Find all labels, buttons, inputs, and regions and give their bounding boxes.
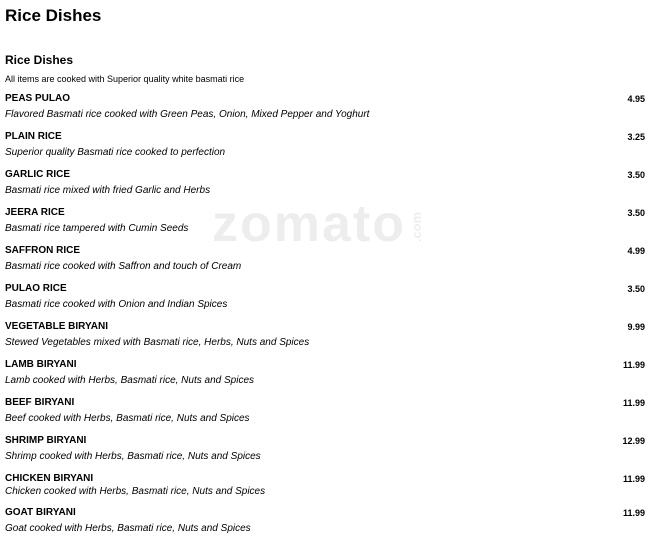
item-price: 3.50 <box>627 170 645 180</box>
item-name: SAFFRON RICE <box>5 245 80 256</box>
item-price: 11.99 <box>622 508 645 518</box>
item-description: Chicken cooked with Herbs, Basmati rice, Nuts and Spices <box>5 486 266 497</box>
item-name: VEGETABLE BIRYANI <box>5 321 108 332</box>
item-name: LAMB BIRYANI <box>5 359 77 370</box>
watermark-text: zomato <box>212 195 406 253</box>
item-description: Basmati rice cooked with Saffron and touch of Cream <box>5 261 242 272</box>
menu-item <box>5 244 645 282</box>
item-description: Superior quality Basmati rice cooked to perfection <box>5 147 226 158</box>
menu-item <box>5 168 645 206</box>
menu-item <box>5 506 645 544</box>
item-description: Goat cooked with Herbs, Basmati rice, Nuts and Spices <box>5 523 251 534</box>
item-price: 4.99 <box>627 246 645 256</box>
item-description: Basmati rice cooked with Onion and Indian Spices <box>5 299 228 310</box>
menu-item <box>5 320 645 358</box>
item-price: 11.99 <box>622 398 645 408</box>
menu-item-list <box>5 92 645 544</box>
item-price: 3.50 <box>627 208 645 218</box>
item-price: 11.99 <box>622 474 645 484</box>
item-description: Basmati rice tampered with Cumin Seeds <box>5 223 189 234</box>
menu-item <box>5 434 645 472</box>
item-name: GARLIC RICE <box>5 169 70 180</box>
item-name: PULAO RICE <box>5 283 67 294</box>
item-price: 3.50 <box>627 284 645 294</box>
menu-item <box>5 130 645 168</box>
page-title: Rice Dishes <box>5 6 102 25</box>
menu-item <box>5 472 645 506</box>
item-name: PLAIN RICE <box>5 131 62 142</box>
item-description: Shrimp cooked with Herbs, Basmati rice, Nuts and Spices <box>5 451 261 462</box>
item-description: Beef cooked with Herbs, Basmati rice, Nuts and Spices <box>5 413 250 424</box>
watermark-suffix: .com <box>409 212 425 243</box>
item-name: SHRIMP BIRYANI <box>5 435 87 446</box>
item-name: PEAS PULAO <box>5 93 71 104</box>
menu-item <box>5 396 645 434</box>
item-price: 9.99 <box>627 322 645 332</box>
item-description: Basmati rice mixed with fried Garlic and Herbs <box>5 185 211 196</box>
item-name: BEEF BIRYANI <box>5 397 75 408</box>
item-description: Stewed Vegetables mixed with Basmati rice, Herbs, Nuts and Spices <box>5 337 310 348</box>
section-title: Rice Dishes <box>5 53 74 67</box>
menu-item <box>5 206 645 244</box>
menu-item <box>5 358 645 396</box>
menu-item <box>5 92 645 130</box>
item-description: Flavored Basmati rice cooked with Green Peas, Onion, Mixed Pepper and Yoghurt <box>5 109 370 120</box>
item-name: JEERA RICE <box>5 207 65 218</box>
item-name: GOAT BIRYANI <box>5 507 76 518</box>
menu-item <box>5 282 645 320</box>
item-price: 3.25 <box>627 132 645 142</box>
section-note: All items are cooked with Superior quality white basmati rice <box>5 74 245 84</box>
item-price: 12.99 <box>622 436 645 446</box>
item-description: Lamb cooked with Herbs, Basmati rice, Nuts and Spices <box>5 375 254 386</box>
item-name: CHICKEN BIRYANI <box>5 473 94 484</box>
item-price: 4.95 <box>627 94 645 104</box>
item-price: 11.99 <box>622 360 645 370</box>
